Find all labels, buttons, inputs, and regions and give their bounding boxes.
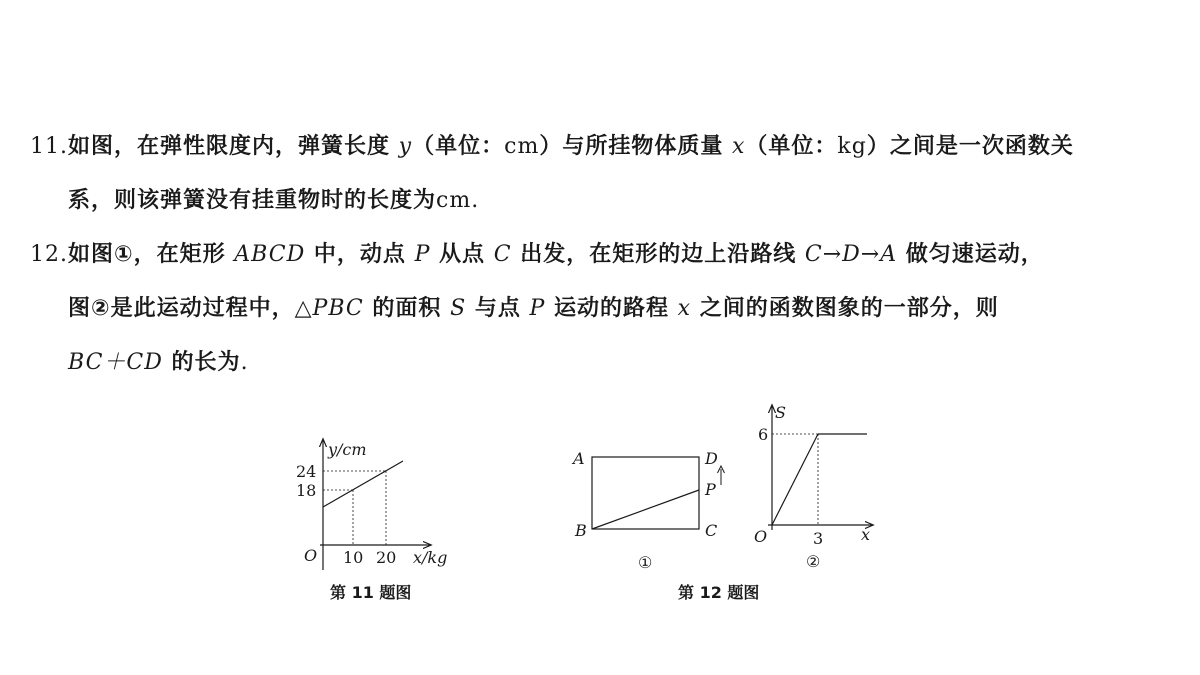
- q12-text: 图②是此运动过程中，△: [68, 296, 313, 321]
- q11-text: ）之间是一次函数关: [866, 134, 1074, 159]
- q12-text: 的面积: [363, 296, 451, 321]
- fig12-graph: [750, 400, 890, 575]
- q11-number: 11.: [30, 134, 68, 159]
- fig12-label-a: A: [573, 449, 585, 468]
- fig11-ytick-24: 24: [296, 462, 317, 481]
- fig12-caption: 第 12 题图: [678, 583, 760, 602]
- fig11-xlabel: x/kg: [413, 548, 448, 567]
- q11-unit: cm.: [436, 188, 480, 213]
- fig12-x-label: x: [861, 525, 871, 544]
- fig11-xtick-20: 20: [376, 548, 397, 567]
- fig12-label-b: B: [575, 521, 587, 540]
- q12-var-x: x: [677, 296, 692, 321]
- fig12-label-2: ②: [806, 552, 821, 571]
- fig11-graph: [290, 435, 490, 575]
- q12-text: 之间的函数图象的一部分，则: [691, 296, 999, 321]
- q11-text: 系，则该弹簧没有挂重物时的长度为: [68, 188, 437, 213]
- q11-unit-kg: kg: [837, 134, 867, 159]
- q12-route: C→D→A: [804, 242, 898, 267]
- q12-text: 从点: [430, 242, 494, 267]
- fig12-label-p: P: [705, 480, 716, 499]
- q12-text: 如图①，在矩形: [68, 242, 235, 267]
- q11-unit-cm: cm: [504, 134, 540, 159]
- fig12-rectangle: [592, 457, 699, 529]
- q11-line-2: [68, 186, 479, 216]
- fig12-label-d: D: [705, 449, 718, 468]
- q12-text: 的长为: [162, 350, 241, 375]
- q11-line-1: [30, 132, 1074, 162]
- fig12-segment-bp: [592, 490, 699, 529]
- q12-text: 与点: [466, 296, 530, 321]
- q12-var-s: S: [450, 296, 467, 321]
- fig12-s-label: S: [775, 403, 786, 422]
- q12-line-3: [68, 348, 249, 378]
- q11-text: 如图，在弹性限度内，弹簧长度: [68, 134, 399, 159]
- q11-text: （单位：: [412, 134, 505, 159]
- fig12-label-c: C: [705, 521, 718, 540]
- fig12-ytick-6: 6: [758, 425, 769, 444]
- q12-triangle: PBC: [312, 296, 364, 321]
- fig12-graph-rise: [772, 434, 818, 525]
- q12-point-p: P: [529, 296, 546, 321]
- q12-expression: BC＋CD: [68, 350, 163, 375]
- fig12-origin: O: [754, 527, 768, 546]
- q12-line-1: [30, 240, 1044, 270]
- q12-rect: ABCD: [234, 242, 306, 267]
- q11-var-y: y: [398, 134, 413, 159]
- q12-number: 12.: [30, 242, 68, 267]
- q12-text: 运动的路程: [545, 296, 678, 321]
- fig11-ytick-18: 18: [296, 481, 317, 500]
- q12-line-2: [68, 294, 999, 324]
- q12-point-c: C: [493, 242, 512, 267]
- fig12-xtick-3: 3: [813, 529, 824, 548]
- q11-var-x: x: [731, 134, 746, 159]
- q12-point-p: P: [414, 242, 431, 267]
- q11-text: （单位：: [745, 134, 838, 159]
- q12-text: 中，动点: [305, 242, 415, 267]
- fig11-ylabel: y/cm: [328, 440, 367, 459]
- fig12-label-1: ①: [638, 553, 653, 572]
- q11-text: ）与所挂物体质量: [539, 134, 732, 159]
- fig11-function-line: [323, 461, 403, 507]
- q12-period: .: [240, 350, 249, 375]
- fig11-caption: 第 11 题图: [330, 583, 412, 602]
- q12-text: 做匀速运动，: [897, 242, 1044, 267]
- fig12-rectangle-figure: [565, 445, 745, 572]
- q12-text: 出发，在矩形的边上沿路线: [511, 242, 805, 267]
- fig11-origin: O: [304, 546, 318, 565]
- fig11-xtick-10: 10: [343, 548, 364, 567]
